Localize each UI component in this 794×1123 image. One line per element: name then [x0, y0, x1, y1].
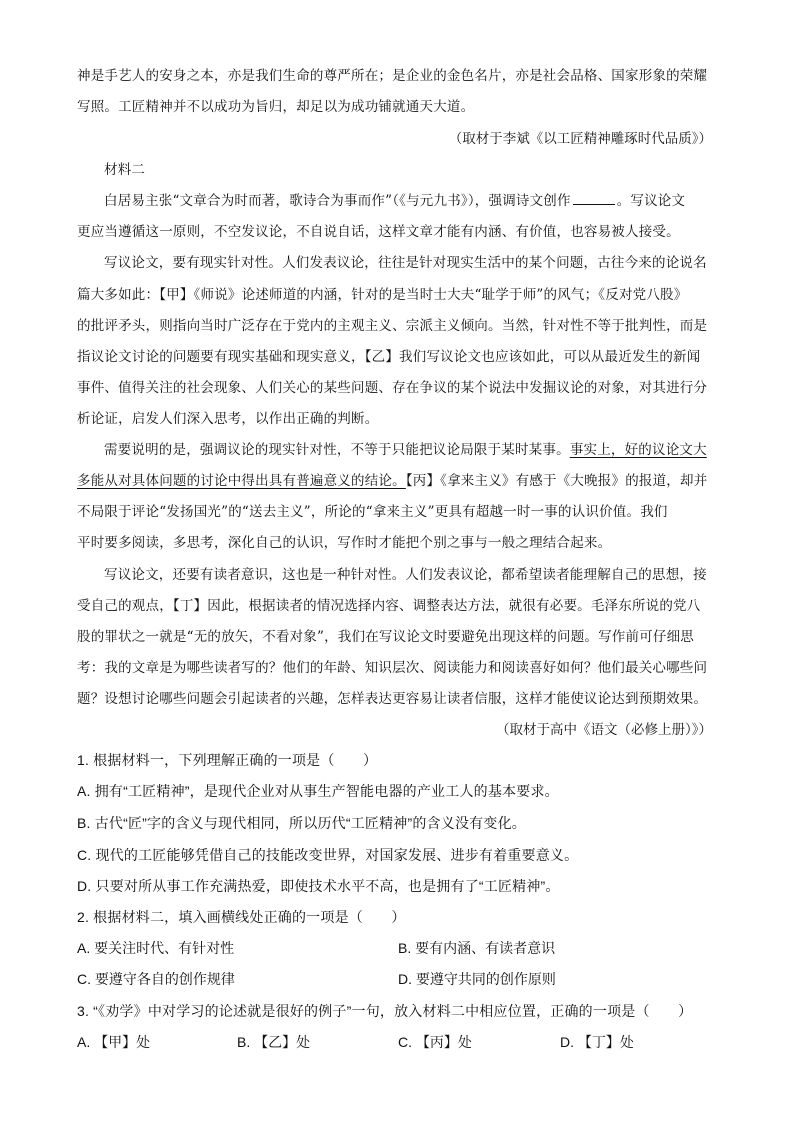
material2-p4-line5: 题？设想讨论哪些问题会引起读者的兴趣，怎样表达更容易让读者信服，这样才能使议论达到预期效果。	[77, 691, 708, 707]
question-2-option-b: B. 要有内涵、有读者意识	[398, 940, 556, 956]
material2-p3-line3: 不局限于评论“发扬国光”的“送去主义”，所论的“拿来主义”更具有超越一时一事的认识价值。我们	[77, 504, 668, 520]
material2-p4-line3: 股的罪状之一就是“无的放矢，不看对象”，我们在写议论文时要避免出现这样的问题。写作前可仔细思	[77, 629, 695, 645]
material2-p2-line2: 篇大多如此：【甲】《师说》论述师道的内涵，针对的是当时士大夫“耻学于师”的风气；《反对党八股》	[77, 287, 688, 303]
material1-source: （取材于李斌《以工匠精神雕琢时代品质》）	[448, 131, 712, 147]
question-2-stem: 2. 根据材料二，填入画横线处正确的一项是（ ）	[77, 909, 406, 925]
p1-text-after-blank: 。写议论文	[616, 193, 686, 209]
question-1-stem: 1. 根据材料一，下列理解正确的一项是（ ）	[77, 752, 378, 768]
material2-p4-line4: 考：我的文章是为哪些读者写的？他们的年龄、知识层次、阅读能力和阅读喜好如何？他们最关心哪些问	[77, 660, 708, 676]
p1-text-before-blank: 白居易主张“文章合为时而著，歌诗合为事而作”（《与元九书》），强调诗文创作	[104, 193, 571, 209]
question-3-option-c: C. 【丙】处	[398, 1034, 472, 1050]
p3-underlined-text: 事实上，好的议论文大	[569, 442, 707, 458]
question-1-option-c: C. 现代的工匠能够凭借自己的技能改变世界，对国家发展、进步有着重要意义。	[77, 847, 579, 863]
material2-p3-line2	[77, 469, 717, 489]
material2-source: （取材于高中《语文（必修上册）》）	[496, 722, 712, 738]
material2-p2-line6: 析论证，启发人们深入思考，以作出正确的判断。	[77, 411, 379, 427]
question-1-option-d: D. 只要对所从事工作充满热爱，即使技术水平不高，也是拥有了“工匠精神”。	[77, 878, 560, 894]
material2-p3-line4: 平时要多阅读，多思考，深化自己的认识，写作时才能把个别之事与一般之理结合起来。	[77, 535, 612, 551]
fill-in-blank	[573, 192, 615, 205]
material2-p2-line1: 写议论文，要有现实针对性。人们发表议论，往往是针对现实生活中的某个问题，古往今来的论说名	[104, 255, 707, 271]
material2-p2-line4: 指议论文讨论的问题要有现实基础和现实意义，【乙】我们写议论文也应该如此，可以从最近发生的新闻	[77, 349, 701, 365]
p3-underlined-text-2: 多能从对具体问题的讨论中得出具有普遍意义的结论。	[77, 473, 406, 489]
question-1-option-b: B. 古代“匠”字的含义与现代相同，所以历代“工匠精神”的含义没有变化。	[77, 815, 526, 831]
question-2-option-c: C. 要遵守各自的创作规律	[77, 971, 235, 987]
material1-line-1: 神是手艺人的安身之本，亦是我们生命的尊严所在；是企业的金色名片，亦是社会品格、国家形象的荣耀	[77, 68, 708, 84]
question-3-option-b: B. 【乙】处	[237, 1034, 311, 1050]
material2-p4-line1: 写议论文，还要有读者意识，这也是一种针对性。人们发表议论，都希望读者能理解自己的思想，接	[104, 567, 707, 583]
question-1-option-a: A. 拥有“工匠精神”，是现代企业对从事生产智能电器的产业工人的基本要求。	[77, 783, 559, 799]
question-3-option-a: A. 【甲】处	[77, 1034, 151, 1050]
question-3-option-d: D. 【丁】处	[560, 1034, 634, 1050]
question-2-option-a: A. 要关注时代、有针对性	[77, 940, 235, 956]
material2-heading: 材料二	[104, 162, 146, 178]
material2-p2-line5: 事件、值得关注的社会现象、人们关心的某些问题、存在争议的某个说法中发掘议论的对象，对其进行分	[77, 380, 708, 396]
material2-p3-line1	[104, 438, 718, 458]
material1-line-2: 写照。工匠精神并不以成功为旨归，却足以为成功铺就通天大道。	[77, 99, 475, 115]
material2-p2-line3: 的批评矛头，则指向当时广泛存在于党内的主观主义、宗派主义倾向。当然，针对性不等于批判性，而是	[77, 318, 708, 334]
p3-plain-text-2: 【丙】《拿来主义》有感于《大晚报》的报道，却并	[405, 473, 708, 489]
p3-plain-text: 需要说明的是，强调议论的现实针对性，不等于只能把议论局限于某时某事。	[104, 442, 570, 458]
material2-p4-line2: 受自己的观点，【丁】因此，根据读者的情况选择内容、调整表达方法，就很有必要。毛泽东所说的党八	[77, 598, 701, 614]
question-2-option-d: D. 要遵守共同的创作原则	[398, 971, 556, 987]
material2-p1-line2: 更应当遵循这一原则，不空发议论，不自说自话，这样文章才能有内涵、有价值，也容易被人接受。	[77, 224, 680, 240]
question-3-stem: 3. “《劝学》中对学习的论述就是很好的例子”一句，放入材料二中相应位置，正确的一项是（ ）	[77, 1003, 693, 1019]
material2-p1-line1	[104, 189, 718, 209]
